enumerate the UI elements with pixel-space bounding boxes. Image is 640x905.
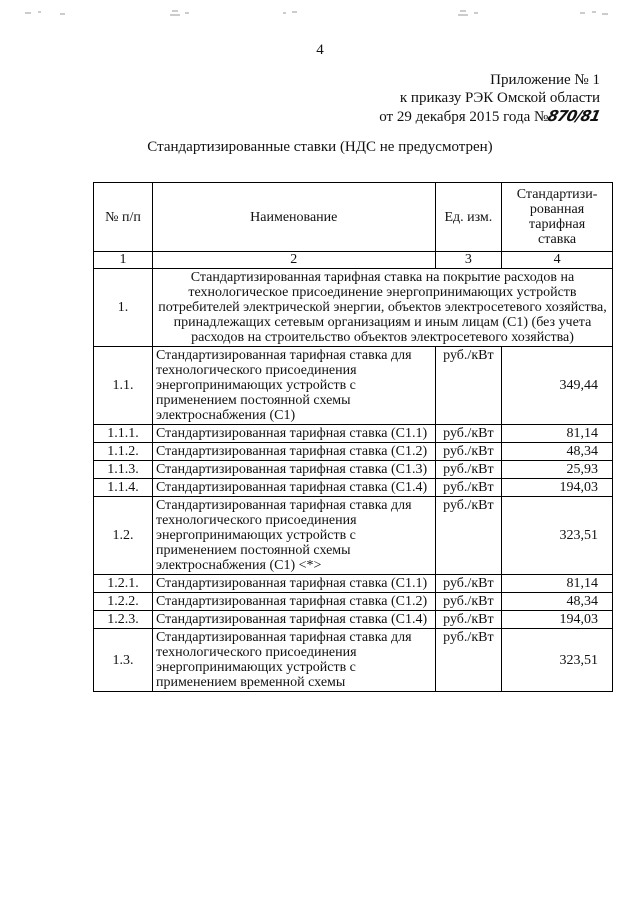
row-number: 1.1.1. <box>94 425 153 443</box>
column-number: 2 <box>152 252 435 269</box>
row-name: Стандартизированная тарифная ставка (С1.4) <box>152 611 435 629</box>
row-unit: руб./кВт <box>435 497 502 575</box>
scan-artifact-marks <box>0 6 640 20</box>
appendix-line-2: к приказу РЭК Омской области <box>399 90 600 106</box>
section-row <box>94 269 613 347</box>
row-value: 194,03 <box>502 611 613 629</box>
row-name: Стандартизированная тарифная ставка (С1.4) <box>152 479 435 497</box>
table-row <box>94 479 613 497</box>
row-number: 1.2.1. <box>94 575 153 593</box>
table-row <box>94 593 613 611</box>
row-unit: руб./кВт <box>435 593 502 611</box>
row-unit: руб./кВт <box>435 347 502 425</box>
row-value: 48,34 <box>502 443 613 461</box>
row-name: Стандартизированная тарифная ставка для технологического присоединения энергопринимающих устройств с применением постоянной схемы электроснабжения (С1) <*> <box>152 497 435 575</box>
table-row <box>94 629 613 692</box>
appendix-line-3 <box>379 107 600 126</box>
row-value: 81,14 <box>502 425 613 443</box>
header-num: № п/п <box>94 183 153 252</box>
header-value: Стандартизи- рованная тарифная ставка <box>502 183 613 252</box>
row-value: 323,51 <box>502 497 613 575</box>
row-number: 1.2. <box>94 497 153 575</box>
section-name: Стандартизированная тарифная ставка на покрытие расходов на технологическое присоединение энергопринимающих устройств потребителей электрической энергии, объектов электросетевого хозяйства, принадлежащих сетевым организациям и иным лицам (С1) (без учета расходов на строительство объектов электросетевого хозяйства) <box>152 269 612 347</box>
column-number: 1 <box>94 252 153 269</box>
row-number: 1. <box>94 269 153 347</box>
row-unit: руб./кВт <box>435 425 502 443</box>
row-name: Стандартизированная тарифная ставка (С1.1) <box>152 575 435 593</box>
row-value: 323,51 <box>502 629 613 692</box>
row-number: 1.1.3. <box>94 461 153 479</box>
column-number-row <box>94 252 613 269</box>
row-unit: руб./кВт <box>435 611 502 629</box>
row-number: 1.1. <box>94 347 153 425</box>
row-value: 349,44 <box>502 347 613 425</box>
row-value: 48,34 <box>502 593 613 611</box>
row-name: Стандартизированная тарифная ставка (С1.2) <box>152 593 435 611</box>
row-name: Стандартизированная тарифная ставка для технологического присоединения энергопринимающих устройств с применением временной схемы <box>152 629 435 692</box>
row-unit: руб./кВт <box>435 443 502 461</box>
column-number: 4 <box>502 252 613 269</box>
table-row <box>94 461 613 479</box>
table-row <box>94 611 613 629</box>
row-number: 1.1.4. <box>94 479 153 497</box>
table-row <box>94 425 613 443</box>
row-unit: руб./кВт <box>435 461 502 479</box>
table-header-row <box>94 183 613 252</box>
row-number: 1.2.2. <box>94 593 153 611</box>
header-name: Наименование <box>152 183 435 252</box>
document-title: Стандартизированные ставки (НДС не предусмотрен) <box>147 139 493 155</box>
row-unit: руб./кВт <box>435 575 502 593</box>
row-number: 1.3. <box>94 629 153 692</box>
row-name: Стандартизированная тарифная ставка для технологического присоединения энергопринимающих устройств с применением постоянной схемы электроснабжения (С1) <box>152 347 435 425</box>
row-number: 1.1.2. <box>94 443 153 461</box>
row-unit: руб./кВт <box>435 479 502 497</box>
row-name: Стандартизированная тарифная ставка (С1.1) <box>152 425 435 443</box>
column-number: 3 <box>435 252 502 269</box>
row-value: 194,03 <box>502 479 613 497</box>
table-row <box>94 497 613 575</box>
appendix-line-1: Приложение № 1 <box>490 72 600 88</box>
row-name: Стандартизированная тарифная ставка (С1.2) <box>152 443 435 461</box>
row-value: 25,93 <box>502 461 613 479</box>
row-number: 1.2.3. <box>94 611 153 629</box>
header-unit: Ед. изм. <box>435 183 502 252</box>
row-value: 81,14 <box>502 575 613 593</box>
page-number: 4 <box>316 42 324 58</box>
tariff-table <box>93 182 613 692</box>
row-name: Стандартизированная тарифная ставка (С1.3) <box>152 461 435 479</box>
table-row <box>94 575 613 593</box>
table-row <box>94 443 613 461</box>
order-date-prefix: от 29 декабря 2015 года № <box>379 109 549 125</box>
handwritten-order-number: 870/81 <box>546 107 602 125</box>
table-row <box>94 347 613 425</box>
appendix-header <box>379 71 600 126</box>
row-unit: руб./кВт <box>435 629 502 692</box>
